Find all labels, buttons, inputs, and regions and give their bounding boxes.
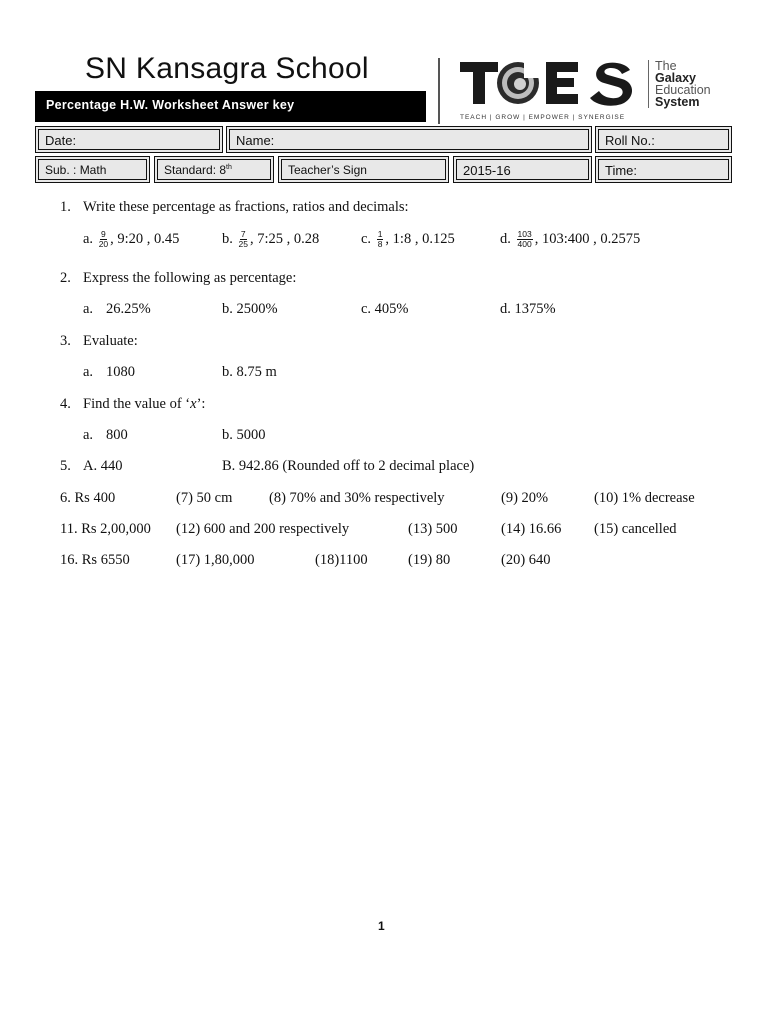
q1b-numerator: 7 [240, 229, 246, 239]
q1d-rest: , 103:400 , 0.2575 [534, 230, 641, 247]
logo-side-line2: Galaxy [655, 71, 697, 85]
answer-14: (14) 16.66 [501, 521, 562, 537]
logo-side-line4: System [655, 95, 700, 109]
logo-side-text [655, 60, 711, 108]
standard-superscript: th [226, 164, 232, 171]
q1a-fraction [99, 230, 108, 249]
logo-side-line3: Education [655, 83, 711, 97]
answer-20: (20) 640 [501, 552, 551, 568]
q1-answer-a [83, 230, 179, 249]
standard-field [154, 156, 274, 183]
q1b-denominator: 25 [238, 239, 248, 249]
page-number: 1 [378, 919, 385, 933]
answer-9: (9) 20% [501, 490, 549, 506]
q1d-denominator: 400 [517, 239, 532, 249]
q1-text: Write these percentage as fractions, ratios and decimals: [83, 199, 409, 215]
answer-18: (18)1100 [315, 552, 368, 568]
teacher-sign-field: Teacher’s Sign [278, 156, 449, 183]
q1d-fraction [517, 230, 533, 249]
q1a-denominator: 20 [98, 239, 109, 249]
answer-8: (8) 70% and 30% respectively [269, 490, 445, 506]
q1-answer-c [361, 230, 455, 249]
time-field: Time: [595, 156, 732, 183]
logo-tagline: TEACH | GROW | EMPOWER | SYNERGISE [460, 114, 626, 121]
tges-logo [458, 58, 738, 126]
q3-text: Evaluate: [83, 333, 138, 349]
q2-number: 2. [60, 270, 71, 286]
q2-text: Express the following as percentage: [83, 270, 297, 286]
q1c-label: c. [361, 230, 372, 247]
q4-answer-b: b. 5000 [222, 427, 266, 443]
standard-value: Standard: 8 [164, 163, 227, 177]
school-name: SN Kansagra School [85, 52, 369, 85]
answer-7: (7) 50 cm [176, 490, 233, 506]
q1c-fraction [377, 230, 384, 249]
q1a-label: a. [83, 230, 94, 247]
q1c-denominator: 8 [377, 239, 383, 249]
q4-text-post: ’: [196, 396, 206, 412]
name-field: Name: [226, 126, 592, 153]
q2-answer-b: b. 2500% [222, 301, 278, 317]
q1a-rest: , 9:20 , 0.45 [110, 230, 180, 247]
header-divider [438, 58, 440, 124]
q1-number: 1. [60, 199, 71, 215]
answer-11: 11. Rs 2,00,000 [60, 521, 151, 537]
q3-answer-a: 1080 [106, 364, 135, 380]
q2-answer-c: c. 405% [361, 301, 409, 317]
date-field: Date: [35, 126, 223, 153]
q3a-label: a. [83, 364, 94, 380]
q1-answer-b [222, 230, 319, 249]
q2a-label: a. [83, 301, 94, 317]
answer-12: (12) 600 and 200 respectively [176, 521, 350, 537]
subject-field: Sub. : Math [35, 156, 150, 183]
q1d-label: d. [500, 230, 511, 247]
q5-answer-b: B. 942.86 (Rounded off to 2 decimal place) [222, 458, 475, 474]
q4-answer-a: 800 [106, 427, 128, 443]
answer-13: (13) 500 [408, 521, 458, 537]
answer-17: (17) 1,80,000 [176, 552, 255, 568]
tges-logo-mark [458, 58, 638, 108]
q5-answer-a: A. 440 [83, 458, 123, 474]
answer-16: 16. Rs 6550 [60, 552, 130, 568]
answer-15: (15) cancelled [594, 521, 677, 537]
q1d-numerator: 103 [517, 229, 532, 239]
q1a-numerator: 9 [101, 229, 106, 239]
q1b-fraction [239, 230, 248, 249]
worksheet-title: Percentage H.W. Worksheet Answer key [35, 91, 426, 122]
q4a-label: a. [83, 427, 94, 443]
year-field: 2015-16 [453, 156, 592, 183]
logo-separator [648, 60, 649, 108]
roll-no-field: Roll No.: [595, 126, 732, 153]
q1c-rest: , 1:8 , 0.125 [385, 230, 455, 247]
q5-number: 5. [60, 458, 71, 474]
q4-text-pre: Find the value of ‘ [83, 396, 191, 412]
q1c-numerator: 1 [377, 229, 383, 239]
answer-6: 6. Rs 400 [60, 490, 116, 506]
q4-text [83, 396, 205, 413]
q2-answer-d: d. 1375% [500, 301, 556, 317]
q1b-label: b. [222, 230, 233, 247]
answer-10: (10) 1% decrease [594, 490, 695, 506]
q3-answer-b: b. 8.75 m [222, 364, 277, 380]
q2-answer-a: 26.25% [106, 301, 151, 317]
logo-side-line1: The [655, 59, 677, 73]
q1-answer-d [500, 230, 640, 249]
q3-number: 3. [60, 333, 71, 349]
q4-text-variable: x [190, 396, 197, 412]
q1b-rest: , 7:25 , 0.28 [249, 230, 320, 247]
answer-19: (19) 80 [408, 552, 451, 568]
q4-number: 4. [60, 396, 71, 412]
